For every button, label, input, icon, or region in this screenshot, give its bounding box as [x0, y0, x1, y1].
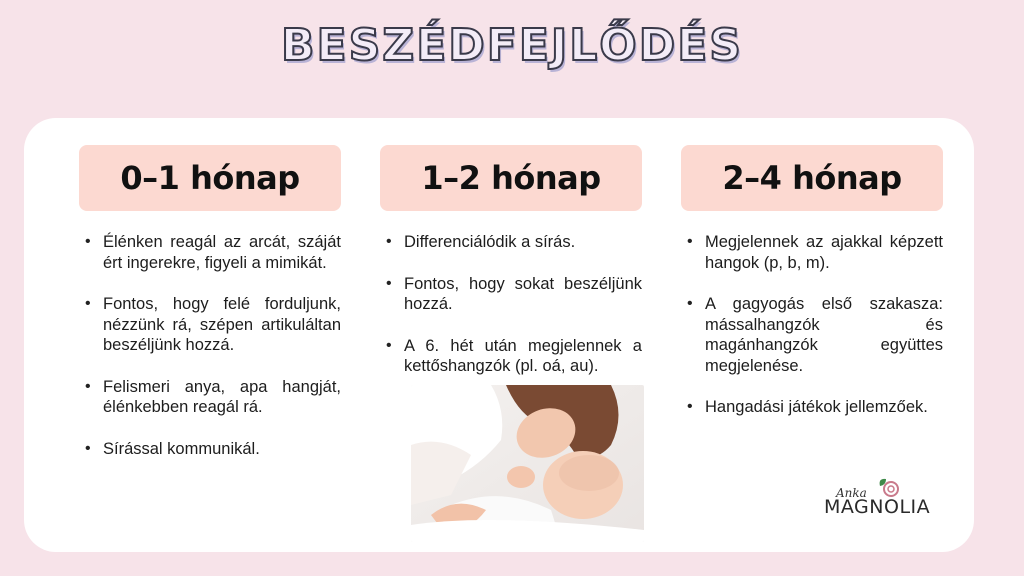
list-item: • Hangadási játékok jellemzőek. [681, 397, 943, 418]
mother-baby-illustration [411, 385, 644, 542]
column-1-2-month [380, 145, 642, 398]
column-2-4-month [681, 145, 943, 439]
list-item: • A gagyogás első szakasza: mássalhangzók és magánhangzók együttes megjelenése. [681, 294, 943, 376]
mother-baby-photo [411, 385, 644, 542]
list-item: • Sírással kommunikál. [79, 439, 341, 460]
magnolia-logo [824, 478, 954, 526]
column-header: 2–4 hónap [681, 145, 943, 211]
bullet-list [79, 232, 341, 459]
column-header: 1–2 hónap [380, 145, 642, 211]
flower-leaf-icon [876, 476, 900, 498]
list-item: • Megjelennek az ajakkal képzett hangok (p, b, m). [681, 232, 943, 273]
logo-script: Anka [836, 486, 867, 500]
bullet-list [681, 232, 943, 418]
column-header: 0–1 hónap [79, 145, 341, 211]
list-item: • Felismeri anya, apa hangját, élénkebben reagál rá. [79, 377, 341, 418]
list-item: • Differenciálódik a sírás. [380, 232, 642, 253]
content-card [24, 118, 974, 552]
list-item: • Élénken reagál az arcát, száját ért ingerekre, figyeli a mimikát. [79, 232, 341, 273]
list-item: • A 6. hét után megjelennek a kettőshangzók (pl. oá, au). [380, 336, 642, 377]
logo-wordmark: MAGNOLIA [824, 496, 931, 518]
bullet-list [380, 232, 642, 377]
list-item: • Fontos, hogy felé forduljunk, nézzünk rá, szépen artikuláltan beszéljünk hozzá. [79, 294, 341, 356]
list-item: • Fontos, hogy sokat beszéljünk hozzá. [380, 274, 642, 315]
column-0-1-month [79, 145, 341, 480]
page-title: BESZÉDFEJLŐDÉS [281, 20, 743, 71]
